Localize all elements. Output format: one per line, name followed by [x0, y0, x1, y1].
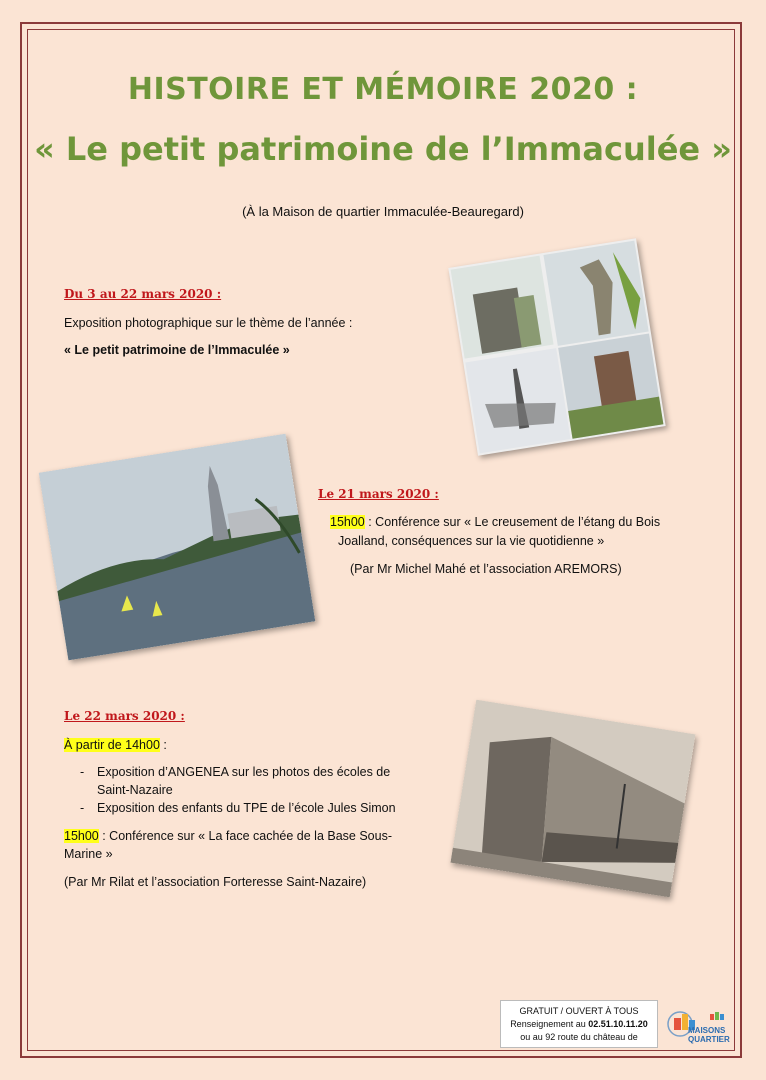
info-line1: GRATUIT / OUVERT À TOUS — [519, 1006, 639, 1016]
maisons-quartier-logo — [666, 1004, 736, 1054]
info-line2-prefix: Renseignement au — [510, 1019, 589, 1029]
page-subtitle: « Le petit patrimoine de l’Immaculée » — [34, 130, 732, 168]
info-box — [500, 1000, 658, 1048]
lake-photo — [39, 434, 316, 661]
collage-photo — [448, 238, 665, 455]
event3-start: À partir de 14h00 — [64, 738, 160, 752]
info-phone: 02.51.10.11.20 — [588, 1019, 648, 1029]
event2-line2: Joalland, conséquences sur la vie quotidienne » — [338, 534, 605, 548]
info-line2 — [501, 1018, 657, 1031]
bullet-dash: - — [80, 765, 85, 779]
bullet-dash: - — [80, 801, 85, 815]
event3-time: 15h00 — [64, 829, 99, 843]
base-sous-marine-photo — [450, 700, 695, 898]
event3-conf-line1 — [64, 827, 392, 845]
event2-line1 — [330, 513, 660, 531]
event1-line2: « Le petit patrimoine de l’Immaculée » — [64, 343, 290, 357]
page-title: HISTOIRE ET MÉMOIRE 2020 : — [127, 72, 639, 107]
event2-text: : Conférence sur « Le creusement de l’étang du Bois — [364, 515, 661, 529]
event3-item1b: Saint-Nazaire — [97, 783, 173, 797]
event3-conf-line2: Marine » — [64, 847, 113, 861]
event2-credit: (Par Mr Michel Mahé et l’association AREMORS) — [350, 562, 622, 576]
event3-item2: Exposition des enfants du TPE de l’école Jules Simon — [97, 801, 396, 815]
event2-date: Le 21 mars 2020 : — [318, 487, 439, 501]
event3-item1a: Exposition d’ANGENEA sur les photos des écoles de — [97, 765, 391, 779]
event3-credit: (Par Mr Rilat et l’association Forteresse Saint-Nazaire) — [64, 875, 367, 889]
logo-text2: QUARTIER — [688, 1035, 730, 1044]
event1-line1: Exposition photographique sur le thème de l’année : — [64, 316, 353, 330]
event2-time: 15h00 — [330, 515, 365, 529]
event3-start-suffix: : — [159, 738, 167, 752]
logo-text1: MAISONS — [688, 1026, 726, 1035]
location-note: (À la Maison de quartier Immaculée-Beauregard) — [242, 204, 524, 219]
event1-date: Du 3 au 22 mars 2020 : — [64, 287, 222, 301]
event3-conf1: : Conférence sur « La face cachée de la Base Sous- — [98, 829, 392, 843]
info-line3: ou au 92 route du château de — [520, 1032, 638, 1042]
event3-start-line — [64, 736, 167, 754]
event3-date: Le 22 mars 2020 : — [64, 709, 185, 723]
